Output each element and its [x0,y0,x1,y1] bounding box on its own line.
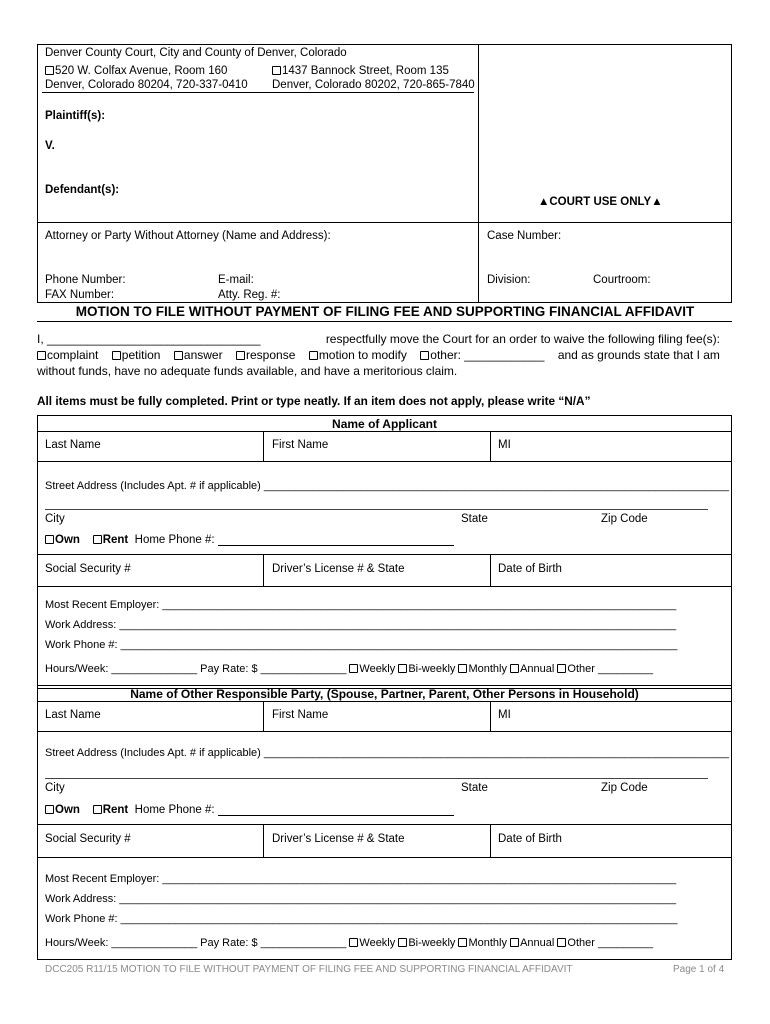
other-home-phone-label: Home Phone #: [134,804,215,816]
checkbox-icon[interactable] [557,664,566,673]
checkbox-icon[interactable] [309,351,318,360]
pay-annual[interactable]: Annual [510,663,554,675]
own-option[interactable]: Own [45,534,80,546]
motion-name-blank[interactable]: I, ________________________________ [37,332,261,346]
name-row-div1 [263,431,264,461]
other-pay-monthly[interactable]: Monthly [458,937,507,949]
other-drivers-license-field[interactable]: Driver’s License # & State [272,833,405,845]
motion-grounds-text: and as grounds state that I am [557,348,720,362]
other-heading-rule [37,701,732,702]
other-pay-row [45,937,653,949]
motion-line-1 [37,332,720,346]
other-rent-option[interactable]: Rent [93,804,129,816]
fee-option-other[interactable]: other: ____________ [420,348,544,362]
last-name-field[interactable]: Last Name [45,439,101,451]
own-rent-row [45,534,454,546]
motion-line-3: without funds, have no adequate funds available, and have a meritorious claim. [37,364,458,378]
case-number-label: Case Number: [487,230,562,242]
zip-label[interactable]: Zip Code [601,513,648,525]
drivers-license-field[interactable]: Driver’s License # & State [272,563,405,575]
applicant-heading-rule [37,431,732,432]
id-row-div2 [490,554,491,586]
checkbox-icon[interactable] [174,351,183,360]
checkbox-icon[interactable] [349,664,358,673]
checkbox-icon[interactable] [272,66,281,75]
other-city-label[interactable]: City [45,782,65,794]
court-use-only: ▲COURT USE ONLY▲ [538,196,663,208]
city-label[interactable]: City [45,513,65,525]
checkbox-icon[interactable] [510,938,519,947]
court-location-2-city: Denver, Colorado 80202, 720-865-7840 [272,79,475,91]
other-pay-biweekly[interactable]: Bi-weekly [398,937,455,949]
employer-field[interactable]: Most Recent Employer: ____________________________________________________________________________________ [45,599,677,611]
division-label: Division: [487,274,531,286]
footer-page-number: Page 1 of 4 [673,964,725,975]
checkbox-icon[interactable] [45,66,54,75]
name-row-bottom [37,461,732,462]
o-id-row-top [37,824,732,825]
state-label[interactable]: State [461,513,488,525]
address-underline [42,92,474,93]
other-home-phone-field[interactable] [218,804,454,816]
motion-line-2 [37,348,720,362]
other-ssn-field[interactable]: Social Security # [45,833,131,845]
court-location-1[interactable]: 520 W. Colfax Avenue, Room 160 [45,65,227,77]
checkbox-icon[interactable] [398,938,407,947]
court-location-2[interactable]: 1437 Bannock Street, Room 135 [272,65,449,77]
o-id-row-bottom [37,857,732,858]
home-phone-field[interactable] [218,534,454,546]
other-employer-field[interactable]: Most Recent Employer: ____________________________________________________________________________________ [45,873,677,885]
fee-option-modify[interactable]: motion to modify [309,348,407,362]
checkbox-icon[interactable] [510,664,519,673]
other-party-heading: Name of Other Responsible Party, (Spouse, Partner, Parent, Other Persons in Household) [130,687,639,701]
id-row-div1 [263,554,264,586]
caption-divider-vertical [478,44,479,303]
checkbox-icon[interactable] [420,351,429,360]
other-work-phone-field[interactable]: Work Phone #: ___________________________________________________________________________________________ [45,913,678,925]
city-rule [45,509,708,510]
attorney-label: Attorney or Party Without Attorney (Name and Address): [45,230,331,242]
other-dob-field[interactable]: Date of Birth [498,833,562,845]
email-label: E-mail: [218,274,254,286]
home-phone-label: Home Phone #: [134,534,215,546]
work-address-field[interactable]: Work Address: ___________________________________________________________________________________________ [45,619,677,631]
dob-field[interactable]: Date of Birth [498,563,562,575]
o-name-row-div2 [490,701,491,731]
atty-reg-label: Atty. Reg. #: [218,289,281,301]
fee-option-answer[interactable]: answer [174,348,223,362]
other-mi-field[interactable]: MI [498,709,511,721]
other-pay-weekly[interactable]: Weekly [349,937,395,949]
footer-form-id: DCC205 R11/15 MOTION TO FILE WITHOUT PAYMENT OF FILING FEE AND SUPPORTING FINANCIAL AFFIDAVIT [45,964,573,975]
pay-row [45,663,653,675]
defendant-label: Defendant(s): [45,184,120,196]
other-street-address-field[interactable]: Street Address (Includes Apt. # if applicable) ____________________________________________________________________________ [45,747,729,759]
rent-option[interactable]: Rent [93,534,129,546]
instructions: All items must be fully completed. Print or type neatly. If an item does not apply, please write “N/A” [37,394,591,408]
mi-field[interactable]: MI [498,439,511,451]
other-pay-other[interactable]: Other _________ [557,937,653,949]
street-address-field[interactable]: Street Address (Includes Apt. # if applicable) ____________________________________________________________________________ [45,480,729,492]
checkbox-icon[interactable] [236,351,245,360]
checkbox-icon[interactable] [93,535,102,544]
other-own-option[interactable]: Own [45,804,80,816]
other-last-name-field[interactable]: Last Name [45,709,101,721]
pay-other[interactable]: Other _________ [557,663,653,675]
checkbox-icon[interactable] [45,805,54,814]
other-work-address-field[interactable]: Work Address: ___________________________________________________________________________________________ [45,893,677,905]
checkbox-icon[interactable] [45,535,54,544]
fee-option-response[interactable]: response [236,348,295,362]
o-id-row-div1 [263,824,264,857]
court-location-1-city: Denver, Colorado 80204, 720-337-0410 [45,79,248,91]
courtroom-label: Courtroom: [593,274,651,286]
pay-monthly[interactable]: Monthly [458,663,507,675]
checkbox-icon[interactable] [112,351,121,360]
pay-rate-field[interactable]: Pay Rate: $ ______________ [200,663,347,675]
other-city-rule [45,778,708,779]
other-zip-label[interactable]: Zip Code [601,782,648,794]
fee-option-complaint[interactable]: complaint [37,348,98,362]
id-row-top [37,554,732,555]
pay-biweekly[interactable]: Bi-weekly [398,663,455,675]
o-id-row-div2 [490,824,491,857]
versus-label: V. [45,140,55,152]
work-phone-field[interactable]: Work Phone #: ___________________________________________________________________________________________ [45,639,678,651]
pay-weekly[interactable]: Weekly [349,663,395,675]
o-name-row-bottom [37,731,732,732]
checkbox-icon[interactable] [557,938,566,947]
hours-week-field[interactable]: Hours/Week: ______________ [45,663,198,675]
checkbox-icon[interactable] [458,938,467,947]
other-first-name-field[interactable]: First Name [272,709,329,721]
first-name-field[interactable]: First Name [272,439,329,451]
checkbox-icon[interactable] [458,664,467,673]
applicant-heading: Name of Applicant [332,417,437,431]
checkbox-icon[interactable] [398,664,407,673]
o-name-row-div1 [263,701,264,731]
plaintiff-label: Plaintiff(s): [45,110,106,122]
name-row-div2 [490,431,491,461]
other-state-label[interactable]: State [461,782,488,794]
fax-label: FAX Number: [45,289,115,301]
motion-request-text: respectfully move the Court for an order to waive the following filing fee(s): [325,332,720,346]
ssn-field[interactable]: Social Security # [45,563,131,575]
court-line: Denver County Court, City and County of Denver, Colorado [45,47,347,59]
checkbox-icon[interactable] [37,351,46,360]
title-underline [37,321,732,322]
other-pay-annual[interactable]: Annual [510,937,554,949]
other-hours-week-field[interactable]: Hours/Week: ______________ [45,937,198,949]
other-own-rent-row [45,804,454,816]
page-title: MOTION TO FILE WITHOUT PAYMENT OF FILING FEE AND SUPPORTING FINANCIAL AFFIDAVIT [75,304,695,319]
caption-divider-h1 [37,222,732,223]
checkbox-icon[interactable] [93,805,102,814]
other-pay-rate-field[interactable]: Pay Rate: $ ______________ [200,937,347,949]
fee-option-petition[interactable]: petition [112,348,161,362]
id-row-bottom [37,586,732,587]
checkbox-icon[interactable] [349,938,358,947]
phone-label: Phone Number: [45,274,126,286]
